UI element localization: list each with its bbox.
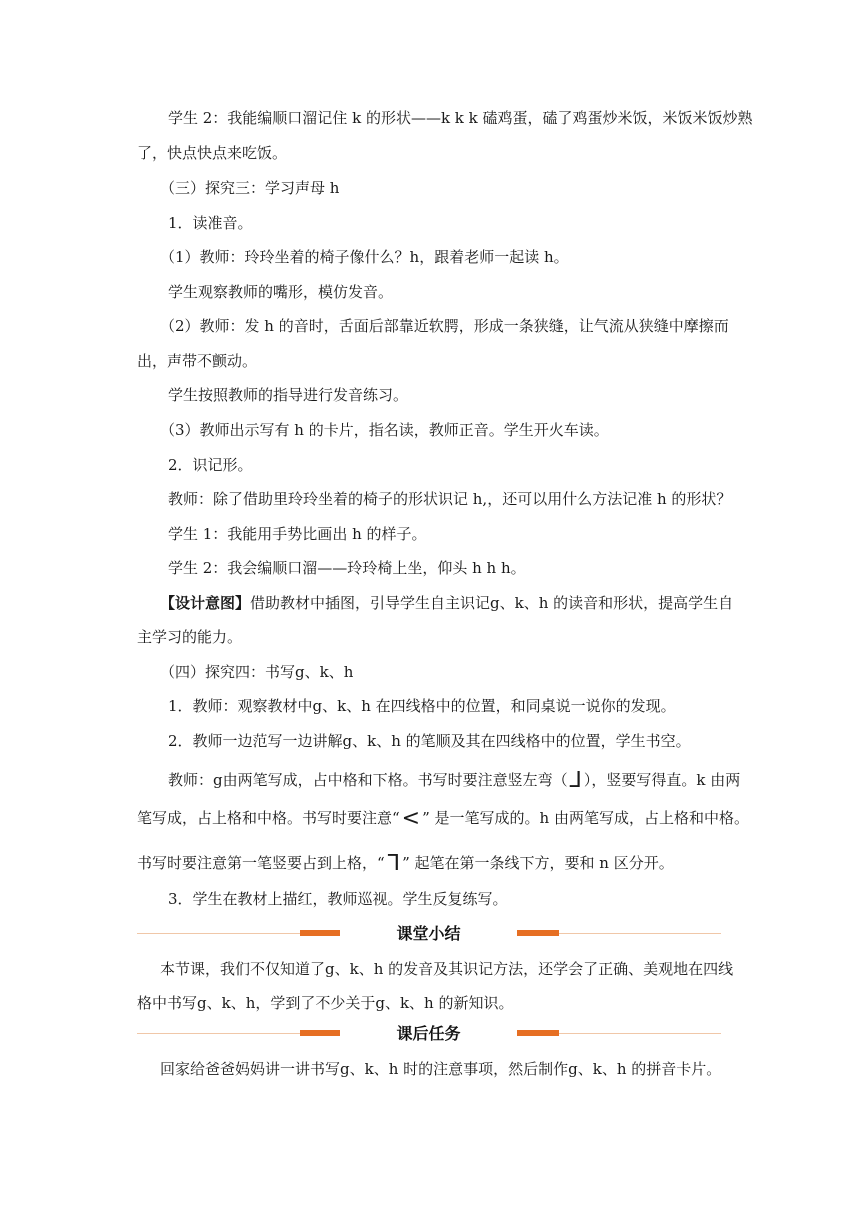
divider-line-right [559, 933, 721, 934]
section-divider-class-summary [137, 919, 721, 949]
step-read-sound: 1．读准音。 [168, 214, 253, 232]
section-heading-explore4: （四）探究四：书写g、k、h [160, 663, 354, 681]
section-heading-explore3: （三）探究三：学习声母 h [160, 179, 340, 197]
teacher-strokes-text-f: ” 起笔在第一条线下方，要和 n 区分开。 [402, 854, 674, 872]
paragraph-teacher-strokes-cont1 [137, 808, 749, 829]
paragraph-summary: 本节课，我们不仅知道了g、k、h 的发音及其识记方法，还学会了正确、美观地在四线 [160, 960, 734, 978]
paragraph-student-practice: 学生按照教师的指导进行发音练习。 [168, 386, 409, 404]
divider-line-right [559, 1033, 721, 1034]
paragraph-teacher-question: 教师：除了借助里玲玲坐着的椅子的形状识记 h,，还可以用什么方法记准 h 的形状？ [168, 490, 732, 508]
class-summary-heading: 课堂小结 [396, 924, 461, 943]
accent-bar-left [300, 1030, 340, 1036]
paragraph-student2-k-rhyme-cont: 了，快点快点来吃饭。 [137, 144, 288, 162]
paragraph-student2-h-rhyme: 学生 2：我会编顺口溜——玲玲椅上坐，仰头 h h h。 [168, 559, 526, 577]
teacher-strokes-text-a: 教师：g由两笔写成，占中格和下格。书写时要注意竖左弯（ [168, 771, 568, 789]
step-trace-practice: 3．学生在教材上描红，教师巡视。学生反复练写。 [168, 890, 508, 908]
teacher-strokes-text-d: ” 是一笔写成的。h 由两笔写成，占上格和中格。 [422, 809, 749, 827]
paragraph-student-observe: 学生观察教师的嘴形，模仿发音。 [168, 283, 394, 301]
paragraph-student2-k-rhyme: 学生 2：我能编顺口溜记住 k 的形状——k k k 磕鸡蛋，磕了鸡蛋炒米饭，米饭米饭炒熟 [168, 109, 753, 127]
paragraph-design-intent [160, 593, 733, 613]
design-intent-label: 【设计意图】 [160, 594, 251, 612]
divider-line-left [137, 933, 300, 934]
paragraph-design-intent-cont: 主学习的能力。 [137, 628, 243, 646]
step-recognize-shape: 2．识记形。 [168, 456, 253, 474]
step-observe-grid: 1．教师：观察教材中g、k、h 在四线格中的位置，和同桌说一说你的发现。 [168, 697, 676, 715]
accent-bar-right [517, 930, 559, 936]
accent-bar-left [300, 930, 340, 936]
accent-bar-right [517, 1030, 559, 1036]
hook-stroke-icon: ᒣ [386, 851, 401, 876]
paragraph-teacher-strokes [168, 770, 740, 791]
after-class-task-heading: 课后任务 [396, 1024, 461, 1043]
teacher-strokes-text-c: 笔写成，占上格和中格。书写时要注意“ [137, 809, 400, 827]
paragraph-teacher-strokes-cont2 [137, 853, 674, 874]
paragraph-teacher-card: （3）教师出示写有 h 的卡片，指名读，教师正音。学生开火车读。 [160, 421, 609, 439]
angle-stroke-icon: < [401, 806, 421, 831]
divider-line-left [137, 1033, 300, 1034]
vertical-left-hook-stroke-icon: ⅃ [569, 768, 582, 793]
teacher-strokes-text-e: 书写时要注意第一笔竖要占到上格，“ [137, 854, 385, 872]
paragraph-teacher-pronounce: （2）教师：发 h 的音时，舌面后部靠近软腭，形成一条狭缝，让气流从狭缝中摩擦而 [160, 317, 729, 335]
section-divider-after-class-task [137, 1019, 721, 1049]
teacher-strokes-text-b: ），竖要写得直。k 由两 [583, 771, 741, 789]
design-intent-text: 借助教材中插图，引导学生自主识记g、k、h 的读音和形状，提高学生自 [250, 594, 734, 612]
paragraph-student1-gesture: 学生 1：我能用手势比画出 h 的样子。 [168, 525, 427, 543]
step-teacher-demo: 2．教师一边范写一边讲解g、k、h 的笔顺及其在四线格中的位置，学生书空。 [168, 732, 691, 750]
paragraph-teacher-chair: （1）教师：玲玲坐着的椅子像什么？h，跟着老师一起读 h。 [160, 248, 569, 266]
paragraph-summary-cont: 格中书写g、k、h，学到了不少关于g、k、h 的新知识。 [137, 994, 514, 1012]
paragraph-teacher-pronounce-cont: 出，声带不颤动。 [137, 352, 258, 370]
paragraph-homework: 回家给爸爸妈妈讲一讲书写g、k、h 时的注意事项，然后制作g、k、h 的拼音卡片。 [160, 1060, 722, 1078]
